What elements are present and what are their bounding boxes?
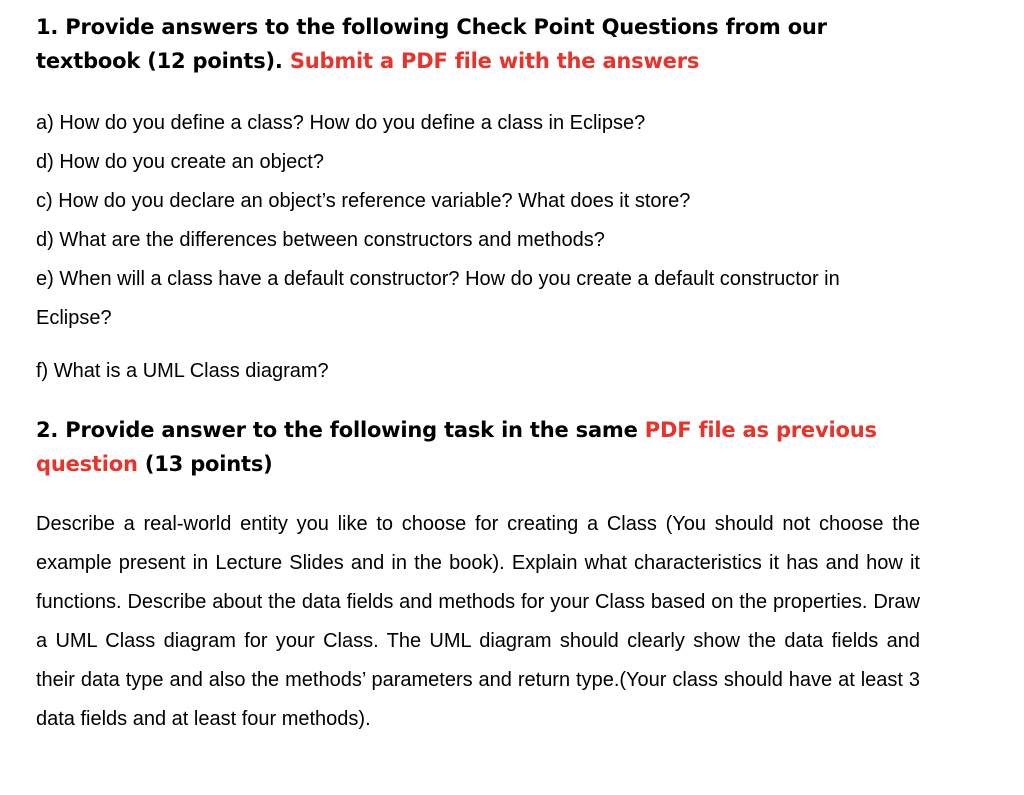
section2-body: Describe a real-world entity you like to choose for creating a Class (You should not choose the example present in Lecture Slides and in the book). Explain what characteristics it has and how it functions. Describe about the data fields and methods for your Class based on the properties. Draw a UML Class diagram for your Class. The UML diagram should clearly show the data fields and their data type and also the methods’ parameters and return type.(Your class should have at least 3 data fields and at least four methods). <box>36 513 920 730</box>
section2-heading <box>36 413 920 481</box>
section1-title: 1. Provide answers to the following Check Point Questions from our textbook (12 points). <box>36 15 827 73</box>
section2-title: 2. Provide answer to the following task in the same <box>36 418 638 442</box>
question-f: f) What is a UML Class diagram? <box>36 360 329 382</box>
section1-title-highlight: Submit a PDF file with the answers <box>289 49 700 73</box>
question-c: c) How do you declare an object’s reference variable? What does it store? <box>36 190 691 212</box>
section2-title-highlight: PDF file as previous question <box>36 418 877 476</box>
section1-questions <box>36 104 920 391</box>
question-d-object: d) How do you create an object? <box>36 151 324 173</box>
question-a: a) How do you define a class? How do you define a class in Eclipse? <box>36 112 646 134</box>
section2-title-points: (13 points) <box>144 452 273 476</box>
section1-heading <box>36 10 920 78</box>
document <box>36 8 920 739</box>
question-d-constructors: d) What are the differences between constructors and methods? <box>36 229 605 251</box>
question-e: e) When will a class have a default constructor? How do you create a default constructor in Eclipse? <box>36 268 840 329</box>
